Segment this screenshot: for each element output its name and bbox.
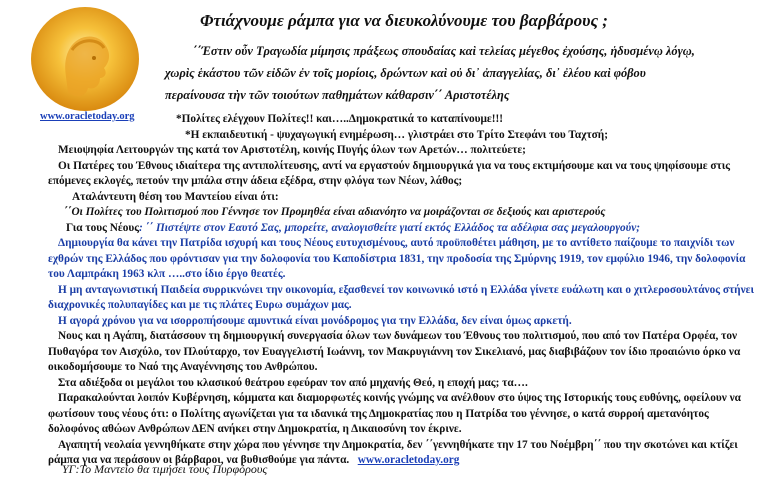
logo: [28, 4, 146, 114]
closing-text: Αγαπητή νεολαία γεννηθήκατε στην χώρα που γέννησε την Δημοκρατία, δεν ΄΄γεννηθήκατε την 17 του Νοέμβρη΄΄ που την σκοτώνει και κτίζει ράμπα για να περάσουν οι βάρβαροι, να βυθισθούμε για πάντα.: [48, 438, 738, 466]
quote-line: περαίνουσα τὴν τῶν τοιούτων παθημάτων κάθαρσιν΄΄ Αριστοτέλης: [165, 88, 510, 102]
body-line: *Η εκπαιδευτική - ψυχαγωγική ενημέρωση… γλιστράει στο Τρίτο Στεφάνι του Ταχτσή;: [185, 128, 608, 141]
paragraph: Στα αδιέξοδα οι μεγάλοι του κλασικού θεάτρου εφεύραν τον από μηχανής Θεό, η εποχή μας; τα….: [58, 376, 528, 389]
youth-line: [48, 221, 760, 237]
paragraph: Νους και η Αγάπη, διατάσσουν τη δημιουργική συνεργασία όλων των δυνάμεων του Έθνους του πολιτισμού, που από τον Πατέρα Ορφέα, τον Πυθαγόρα τον Αισχύλο, τον Πλούταρχο, τον Ευαγγελιστή Ιωάννη, τον Μακρυγιάννη τον Σικελιανό, μας διαβιβάζουν τον ίδιο προαιώνιο όρκο να οικοδομήσουμε το Ναό της Αναγέννησης του Ανθρώπου.: [48, 330, 741, 373]
quote-line: ΄΄Έστιν οὖν Τραγωδία μίμησις πράξεως σπουδαίας καὶ τελείας μέγεθος ἐχούσης, ἡδυσμένῳ λόγῳ,: [193, 44, 695, 58]
quote-line: χωρὶς ἑκάστου τῶν εἰδῶν ἐν τοῖς μορίοις, δρώντων καὶ οὐ δι᾽ ἀπαγγελίας, δι᾽ ἐλέου καὶ φόβου: [165, 66, 646, 80]
paragraph: Η μη ανταγωνιστική Παιδεία συρρικνώνει την οικονομία, εξασθενεί τον κοινωνικό ιστό η Ελλάδα γίνετε ευάλωτη και ο χιτλεροσουλτάνος στήνει διαχρονικές πολυπαγίδες και με τις πλάτες Ευρω συμάχων μας.: [48, 283, 754, 311]
body-line: *Πολίτες ελέγχουν Πολίτες!! και…..Δημοκρατικά το καταπίνουμε!!!: [176, 113, 504, 125]
paragraph: Δημιουργία θα κάνει την Πατρίδα ισχυρή και τους Νέους ευτυχισμένους, αυτό προϋποθέτει μάθηση, με το αντίθετο παίζουμε το παιχνίδι των εχθρών της Ελλάδος που φρόντισαν για την δολοφονία του Καποδίστρια 1831, την προδοσία της Σμύρνης 1919, τον εμφύλιο 1946, την δολοφονία του Λαμπράκη 1963 κλπ …..στο ίδιο έργο θεατές.: [48, 237, 746, 280]
article-body: [48, 112, 760, 469]
paragraph: Η αγορά χρόνου για να ισορροπήσουμε αμυντικά είναι μονόδρομος για την Ελλάδα, δεν είναι όμως αρκετή.: [58, 314, 572, 327]
logo-link[interactable]: www.oracletoday.org: [40, 111, 135, 122]
golden-head-icon: [28, 4, 146, 114]
youth-label: Για τους Νέους: [66, 221, 140, 234]
paragraph: Οι Πατέρες του Έθνους ιδιαίτερα της αντιπολίτευσης, αντί να εργαστούν δημιουργικά για να τους εκτιμήσουμε και να τους ψηφίσουμε στις επόμενες εκλογές, πετούν την μπάλα στην άδεια εξέδρα, στην φλόγα των Νέων, λάθος;: [48, 159, 730, 187]
aristotle-quote: [165, 40, 755, 106]
body-line: Αταλάντευτη θέση του Μαντείου είναι ότι:: [72, 190, 279, 203]
body-line: Μειοψηφία Λειτουργών της κατά τον Αριστοτέλη, κοινής Πυγής όλων των Αρετών… πολιτεύετε;: [58, 144, 526, 156]
body-line: ΄΄Οι Πολίτες του Πολιτισμού που Γέννησε τον Προμηθέα είναι αδιανόητο να μοιράζονται σε δεξιούς και αριστερούς: [64, 206, 606, 218]
signature: ΥΓ:Το Μαντείο θα τιμήσει τους Πυρφόρους: [62, 462, 268, 476]
page-title: Φτιάχνουμε ράμπα για να διευκολύνουμε του βαρβάρους ;: [200, 11, 608, 30]
footer-link[interactable]: www.oracletoday.org: [357, 454, 460, 466]
youth-text: : ΄΄ Πιστέψτε στον Εαυτό Σας, μπορείτε, αναλογισθείτε γιατί εκτός Ελλάδος τα αδέλφια σας μεγαλουργούν;: [139, 221, 640, 234]
paragraph: Παρακαλούνται λοιπόν Κυβέρνηση, κόμματα και διαμορφωτές κοινής γνώμης να ανέλθουν στο ύψος της Ιστορικής τους ευθύνης, οφείλουν να φωτίσουν τους νέους ότι: ο Πολίτης αγωνίζεται για τα ιδανικά της Δημοκρατίας που η Πατρίδα του γέννησε, ο κατά συρροή αμετανόητος δολοφόνος αθώων Ανθρώπων ΔΕΝ ανήκει στην Δημοκρατία, η Δικαιοσύνη τον έκρινε.: [48, 392, 741, 435]
